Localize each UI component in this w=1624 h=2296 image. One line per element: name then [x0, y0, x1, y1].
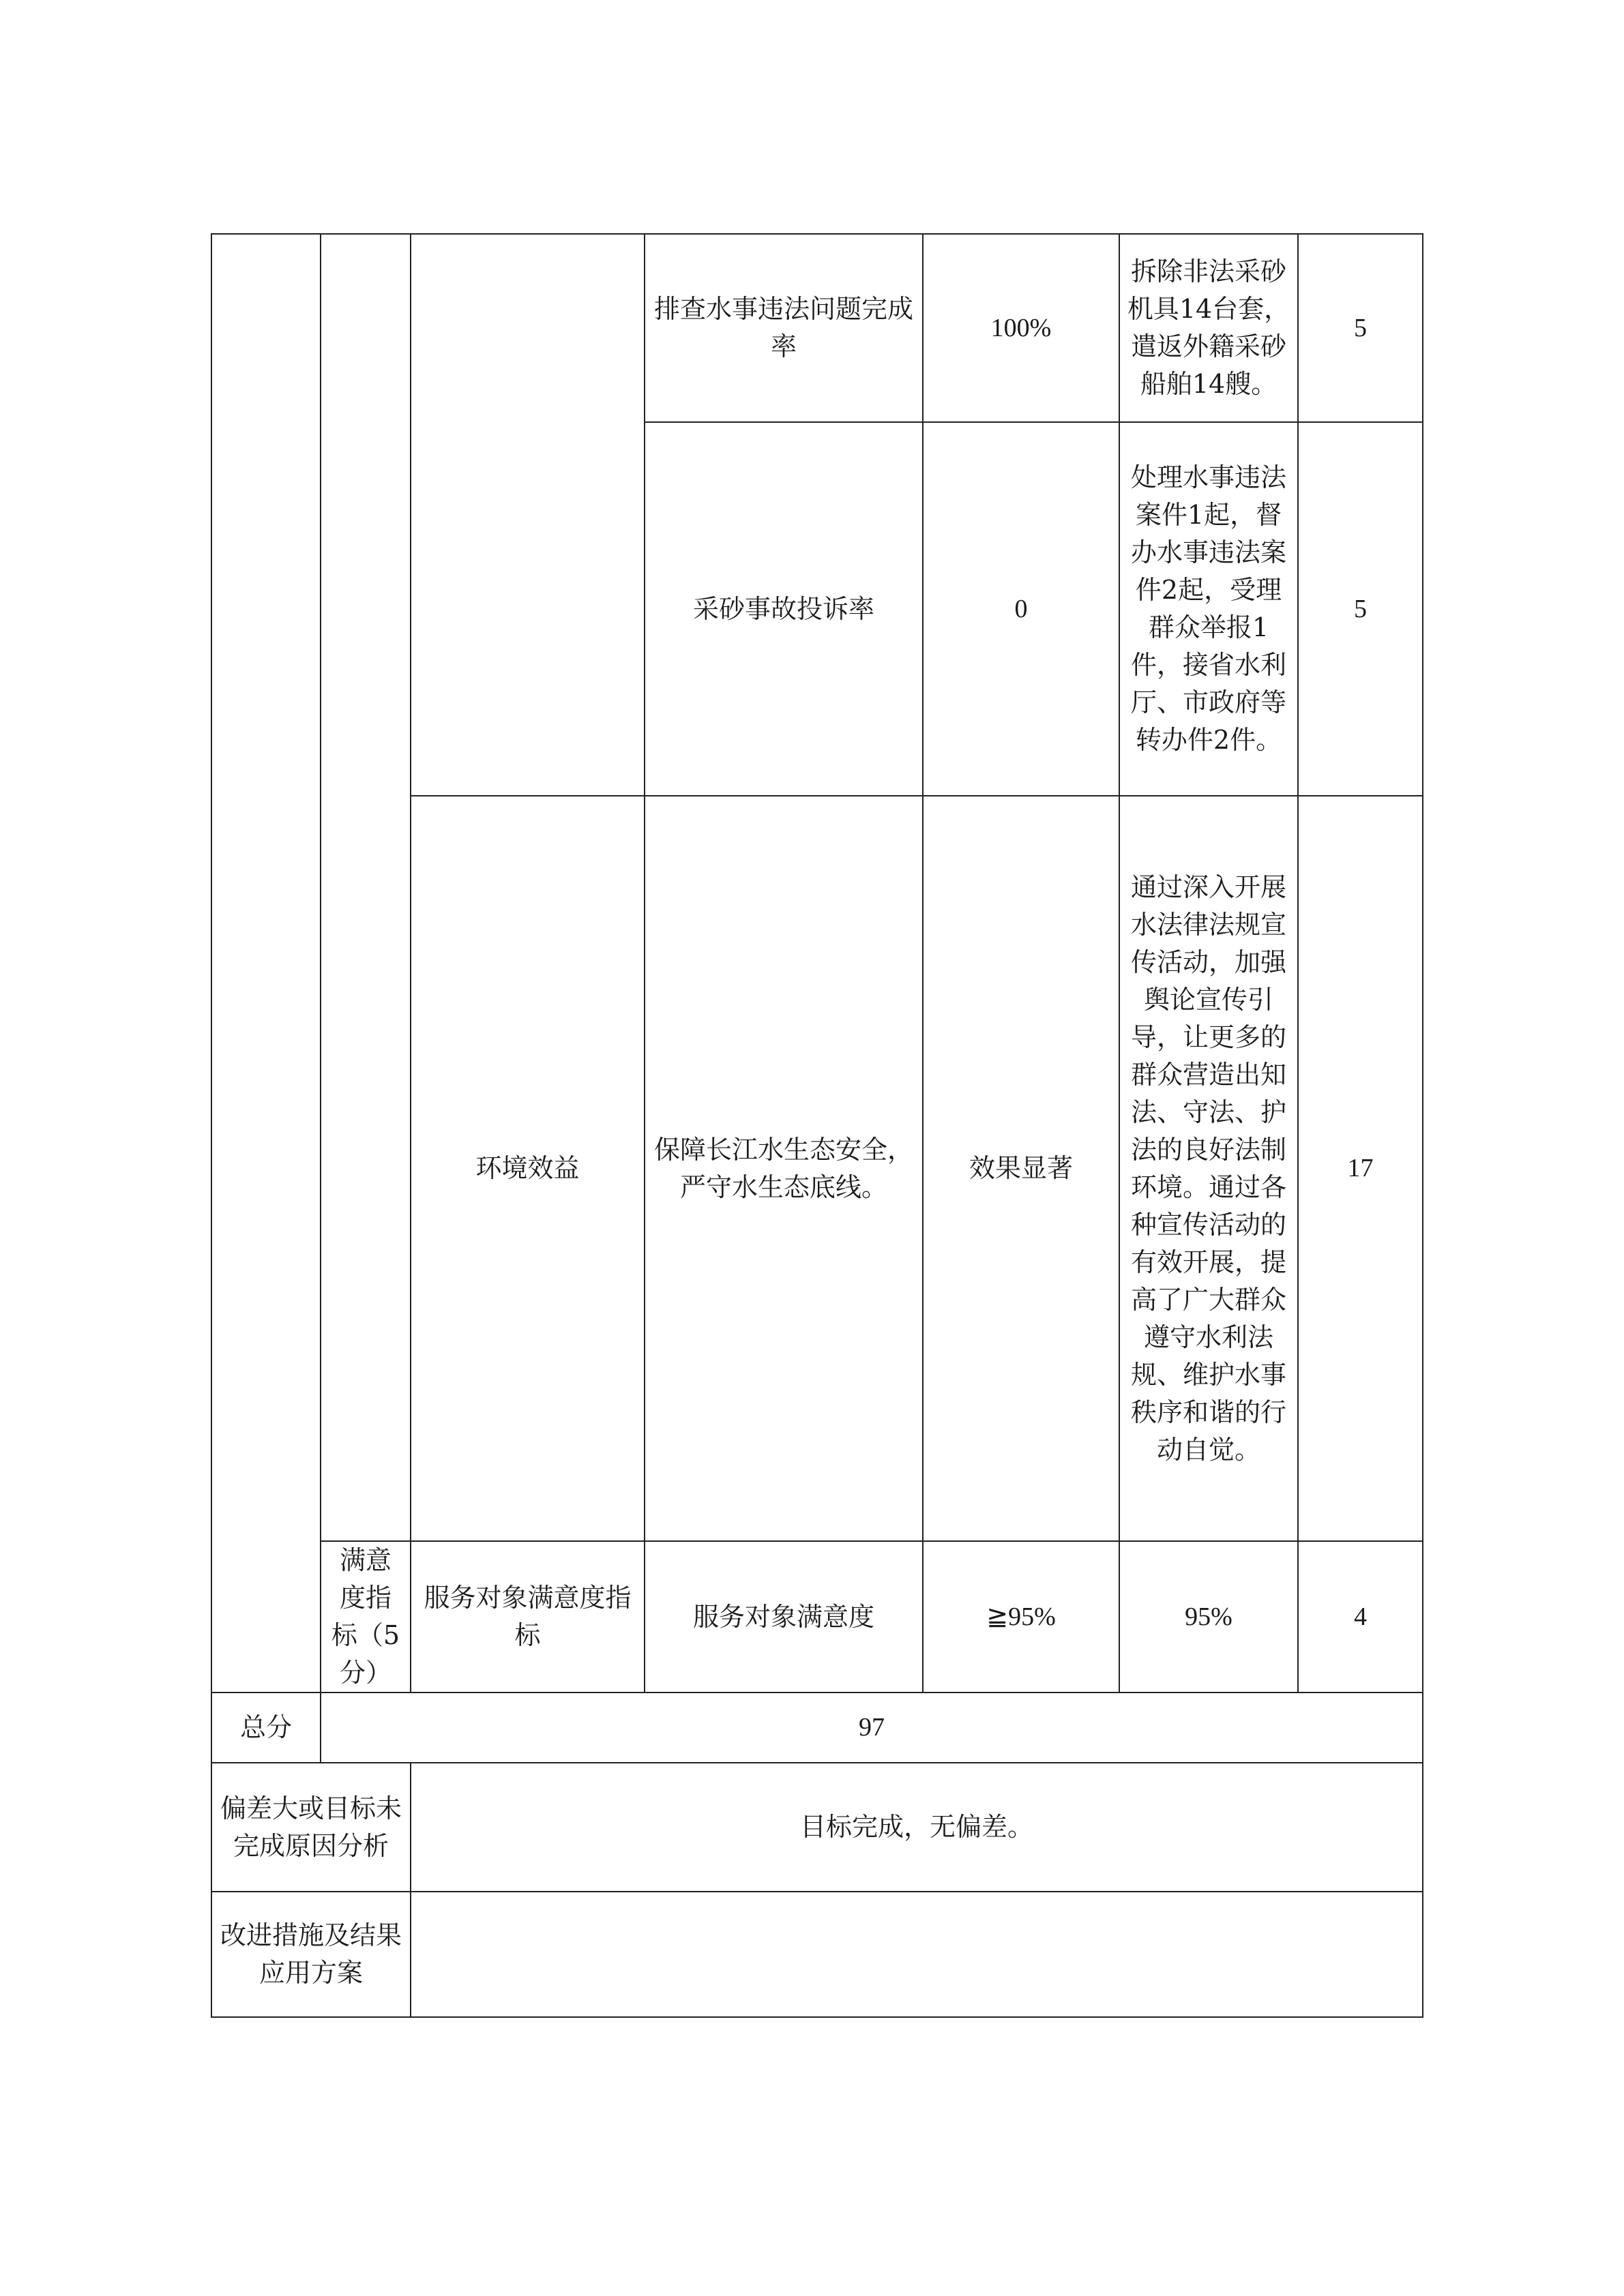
actual-satisfaction: 95%	[1119, 1541, 1298, 1693]
deviation-label: 偏差大或目标未完成原因分析	[211, 1763, 411, 1892]
blank-cell	[411, 234, 645, 796]
score-complaint: 5	[1298, 422, 1423, 796]
category-environment: 环境效益	[411, 796, 645, 1541]
target-environment: 效果显著	[923, 796, 1119, 1541]
target-inspection: 100%	[923, 234, 1119, 422]
score-environment: 17	[1298, 796, 1423, 1541]
total-label: 总分	[211, 1693, 321, 1763]
improvement-label: 改进措施及结果应用方案	[211, 1892, 411, 2017]
improvement-text	[411, 1892, 1423, 2017]
actual-inspection: 拆除非法采砂机具14台套，遣返外籍采砂船舶14艘。	[1119, 234, 1298, 422]
table-row	[211, 1763, 1423, 1892]
blank-cell	[321, 234, 411, 1541]
indicator-environment: 保障长江水生态安全，严守水生态底线。	[645, 796, 923, 1541]
target-complaint: 0	[923, 422, 1119, 796]
indicator-inspection: 排查水事违法问题完成率	[645, 234, 923, 422]
actual-complaint: 处理水事违法案件1起，督办水事违法案件2起，受理群众举报1件，接省水利厅、市政府等转办件2件。	[1119, 422, 1298, 796]
table-row	[211, 1693, 1423, 1763]
blank-cell	[211, 234, 321, 1693]
deviation-text: 目标完成，无偏差。	[411, 1763, 1423, 1892]
table-row	[211, 1541, 1423, 1693]
score-inspection: 5	[1298, 234, 1423, 422]
total-value: 97	[321, 1693, 1423, 1763]
indicator-complaint: 采砂事故投诉率	[645, 422, 923, 796]
table-row	[211, 234, 1423, 422]
performance-evaluation-table	[211, 233, 1423, 2018]
indicator-satisfaction: 服务对象满意度	[645, 1541, 923, 1693]
score-satisfaction: 4	[1298, 1541, 1423, 1693]
actual-environment: 通过深入开展水法律法规宣传活动，加强舆论宣传引导，让更多的群众营造出知法、守法、护法的良好法制环境。通过各种宣传活动的有效开展，提高了广大群众遵守水利法规、维护水事秩序和谐的行动自觉。	[1119, 796, 1298, 1541]
table-row	[211, 1892, 1423, 2017]
level1-satisfaction: 满意度指标（5分）	[321, 1541, 411, 1693]
target-satisfaction: ≧95%	[923, 1541, 1119, 1693]
category-satisfaction: 服务对象满意度指标	[411, 1541, 645, 1693]
